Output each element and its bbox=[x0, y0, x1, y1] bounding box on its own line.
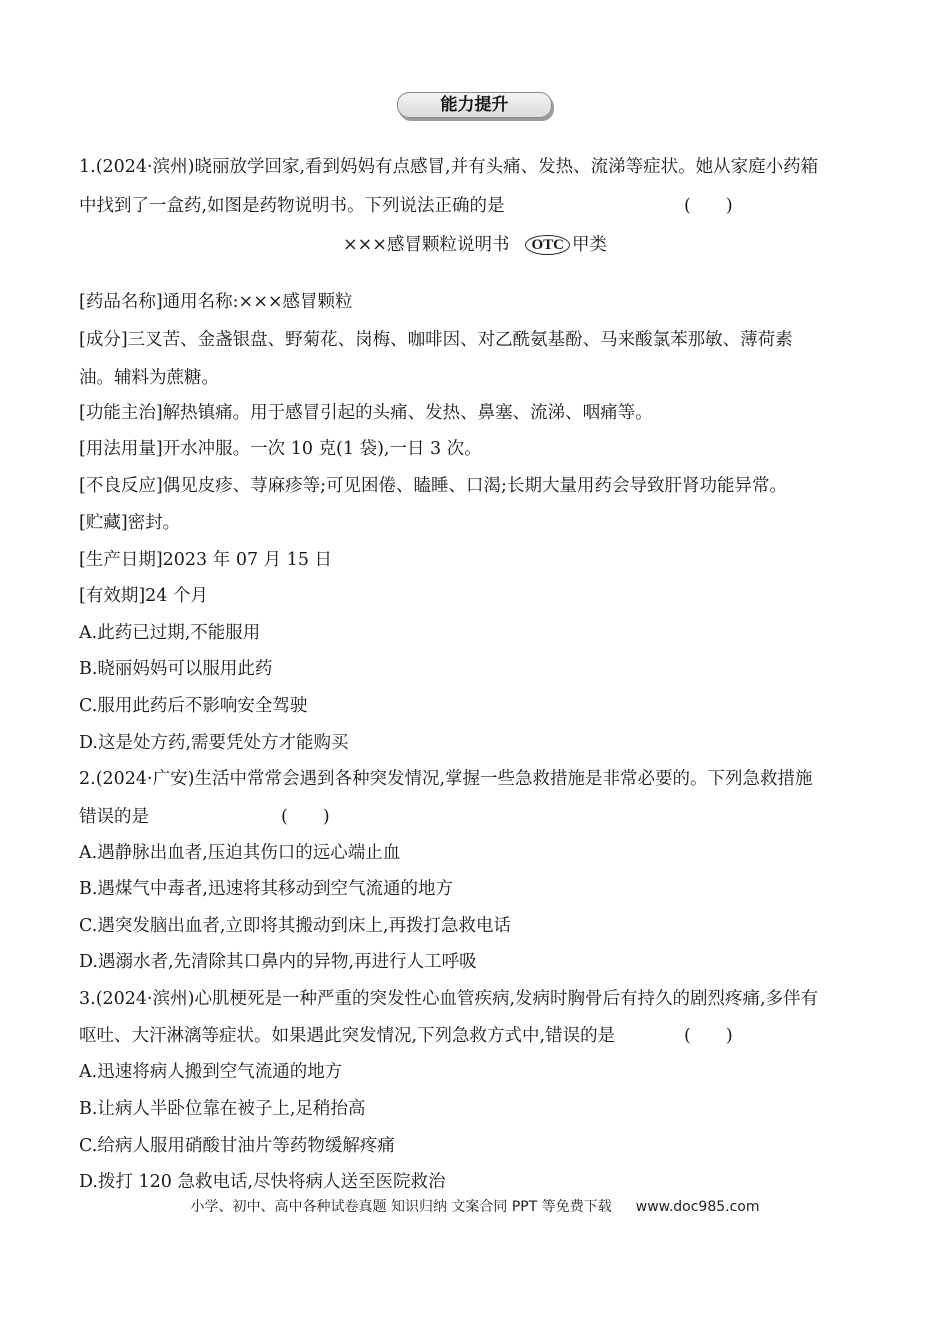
leaflet-line: [贮藏]密封。 bbox=[79, 513, 181, 533]
q3-option-b: B.让病人半卧位靠在被子上,足稍抬高 bbox=[79, 1099, 366, 1119]
otc-class: 甲类 bbox=[572, 235, 607, 255]
q3-stem-line2: 呕吐、大汗淋漓等症状。如果遇此突发情况,下列急救方式中,错误的是 bbox=[79, 1026, 616, 1046]
leaflet-line: [药品名称]通用名称:×××感冒颗粒 bbox=[79, 292, 353, 312]
q1-stem-line2: 中找到了一盒药,如图是药物说明书。下列说法正确的是 bbox=[79, 196, 505, 216]
q2-stem-line1: 2.(2024·广安)生活中常常会遇到各种突发情况,掌握一些急救措施是非常必要的。下列急救措施 bbox=[79, 769, 813, 789]
leaflet-line: [生产日期]2023 年 07 月 15 日 bbox=[79, 550, 333, 570]
footer-text: 小学、初中、高中各种试卷真题 知识归纳 文案合同 PPT 等免费下载 bbox=[190, 1199, 612, 1215]
otc-mark: OTC bbox=[525, 235, 570, 255]
q3-option-d: D.拨打 120 急救电话,尽快将病人送至医院救治 bbox=[79, 1172, 446, 1192]
q1-option-a: A.此药已过期,不能服用 bbox=[79, 623, 261, 643]
q2-answer-blank: ( ) bbox=[281, 807, 330, 827]
leaflet-line: [用法用量]开水冲服。一次 10 克(1 袋),一日 3 次。 bbox=[79, 439, 482, 459]
q2-option-d: D.遇溺水者,先清除其口鼻内的异物,再进行人工呼吸 bbox=[79, 952, 477, 972]
section-title: 能力提升 bbox=[440, 95, 509, 115]
q2-option-c: C.遇突发脑出血者,立即将其搬动到床上,再拨打急救电话 bbox=[79, 916, 511, 936]
q1-option-c: C.服用此药后不影响安全驾驶 bbox=[79, 696, 308, 716]
page-footer bbox=[0, 1196, 950, 1216]
q2-stem-line2: 错误的是 bbox=[79, 807, 149, 827]
q3-option-c: C.给病人服用硝酸甘油片等药物缓解疼痛 bbox=[79, 1136, 395, 1156]
q3-option-a: A.迅速将病人搬到空气流通的地方 bbox=[79, 1062, 343, 1082]
leaflet-line: 油。辅料为蔗糖。 bbox=[79, 368, 219, 388]
leaflet-line: [有效期]24 个月 bbox=[79, 586, 208, 606]
q2-option-a: A.遇静脉出血者,压迫其伤口的远心端止血 bbox=[79, 843, 401, 863]
leaflet-line: [不良反应]偶见皮疹、荨麻疹等;可见困倦、瞌睡、口渴;长期大量用药会导致肝肾功能异常。 bbox=[79, 476, 787, 496]
leaflet-line: [功能主治]解热镇痛。用于感冒引起的头痛、发热、鼻塞、流涕、咽痛等。 bbox=[79, 403, 653, 423]
footer-url[interactable]: www.doc985.com bbox=[635, 1199, 760, 1215]
section-badge bbox=[397, 92, 552, 120]
leaflet-title-row bbox=[0, 233, 950, 257]
q1-answer-blank: ( ) bbox=[684, 196, 733, 216]
leaflet-line: [成分]三叉苦、金盏银盘、野菊花、岗梅、咖啡因、对乙酰氨基酚、马来酸氯苯那敏、薄荷素 bbox=[79, 330, 793, 350]
leaflet-title: ×××感冒颗粒说明书 bbox=[342, 235, 510, 255]
q3-stem-line1: 3.(2024·滨州)心肌梗死是一种严重的突发性心血管疾病,发病时胸骨后有持久的剧烈疼痛,多伴有 bbox=[79, 989, 819, 1009]
q3-answer-blank: ( ) bbox=[684, 1026, 733, 1046]
q2-option-b: B.遇煤气中毒者,迅速将其移动到空气流通的地方 bbox=[79, 879, 453, 899]
q1-option-b: B.晓丽妈妈可以服用此药 bbox=[79, 659, 273, 679]
q1-stem-line1: 1.(2024·滨州)晓丽放学回家,看到妈妈有点感冒,并有头痛、发热、流涕等症状。她从家庭小药箱 bbox=[79, 157, 819, 177]
q1-option-d: D.这是处方药,需要凭处方才能购买 bbox=[79, 733, 349, 753]
